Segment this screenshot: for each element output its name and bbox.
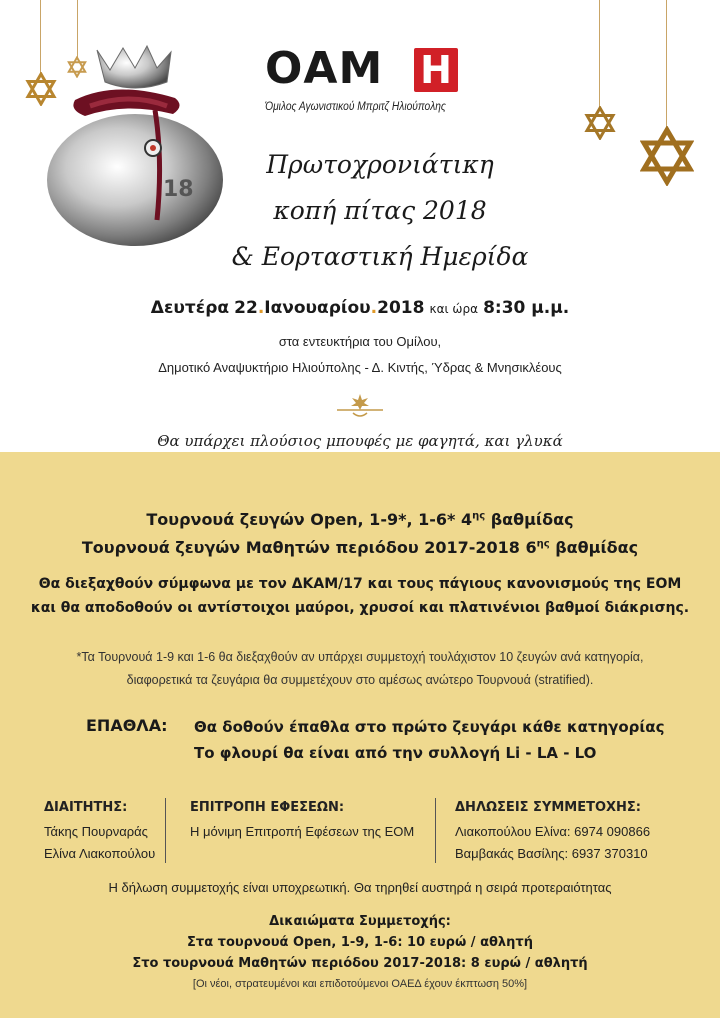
ornament-icon [335, 392, 385, 420]
date-separator: . [257, 298, 265, 318]
buffet-note: Θα υπάρχει πλούσιος μπουφές με φαγητά, και γλυκά [157, 432, 563, 450]
tournament-students-line: Τουρνουά ζευγών Μαθητών περιόδου 2017-2018 $6^{\eta\varsigma}$ βαθμίδας [81, 538, 639, 557]
venue-line-2: Δημοτικό Αναψυκτήριο Ηλιούπολης - Δ. Κιντής, Ύδρας & Μνησικλέους [158, 360, 562, 375]
registration-column [455, 800, 650, 865]
svg-text:18: 18 [163, 177, 194, 202]
rules-line-1: Θα διεξαχθούν σύμφωνα με τον ΔΚΑΜ/17 και τους πάγιους κανονισμούς της ΕΟΜ [38, 576, 682, 592]
event-time: 8:30 μ.μ. [483, 298, 570, 318]
fees-students: Στο τουρνουά Μαθητών περιόδου 2017-2018: 8 ευρώ / αθλητή [132, 956, 588, 971]
event-year: 2018 [377, 298, 425, 318]
registration-contact: Λιακοπούλου Ελίνα: 6974 090866 [455, 824, 651, 839]
prizes-label: ΕΠΑΘΛΑ: [86, 716, 168, 735]
mandatory-note: Η δήλωση συμμετοχής είναι υποχρεωτική. Θα τηρηθεί αυστηρά η σειρά προτεραιότητας [108, 880, 612, 895]
appeals-heading: ΕΠΙΤΡΟΠΗ ΕΦΕΣΕΩΝ: [190, 800, 345, 815]
star-icon [583, 106, 617, 140]
club-logo [265, 44, 475, 124]
column-divider [435, 798, 436, 863]
fees-heading: Δικαιώματα Συμμετοχής: [269, 914, 451, 929]
star-string-right-2 [666, 0, 667, 128]
star-string-right-1 [599, 0, 600, 108]
date-separator: . [370, 298, 378, 318]
time-prefix: και ώρα [429, 302, 478, 316]
title-line-3: & Εορταστική Ημερίδα [231, 242, 529, 271]
referee-column [44, 800, 155, 865]
title-line-1: Πρωτοχρονιάτικη [266, 150, 494, 179]
event-day: 22 [234, 298, 258, 318]
appeals-text: Η μόνιμη Επιτροπή Εφέσεων της ΕΟΜ [190, 824, 415, 839]
appeals-column [190, 800, 414, 843]
prizes-line-2: Το φλουρί θα είναι από την συλλογή Li - LA - LO [194, 744, 597, 762]
tournament-open-line: Τουρνουά ζευγών Open, 1-9*, 1-6* $4^{\eta\varsigma}$ βαθμίδας [146, 510, 574, 529]
registration-heading: ΔΗΛΩΣΕΙΣ ΣΥΜΜΕΤΟΧΗΣ: [455, 800, 642, 815]
star-icon [640, 126, 694, 186]
rules-line-2: και θα αποδοθούν οι αντίστοιχοι μαύροι, χρυσοί και πλατινένιοι βαθμοί διάκρισης. [30, 600, 690, 616]
venue-line-1: στα εντευκτήρια του Ομίλου, [278, 334, 442, 349]
logo-wordmark: ΟΑΜ [265, 43, 384, 94]
referee-name: Τάκης Πουρναράς [44, 824, 148, 839]
event-datetime [0, 298, 720, 318]
logo-mark: Η [414, 48, 458, 92]
stratified-note-line-2: διαφορετικά τα ζευγάρια θα συμμετέχουν στο αμέσως ανώτερο Τουρνουά (stratified). [126, 673, 594, 687]
referee-heading: ΔΙΑΙΤΗΤΗΣ: [44, 800, 128, 815]
prizes-line-1: Θα δοθούν έπαθλα στο πρώτο ζευγάρι κάθε κατηγορίας [194, 718, 665, 736]
fees-open: Στα τουρνουά Open, 1-9, 1-6: 10 ευρώ / αθλητή [187, 935, 533, 950]
event-weekday: Δευτέρα [150, 298, 230, 318]
logo-subtitle: Όμιλος Αγωνιστικού Μπριτζ Ηλιούπολης [265, 99, 446, 113]
fees-discount: [Οι νέοι, στρατευμένοι και επιδοτούμενοι ΟΑΕΔ έχουν έκπτωση 50%] [192, 978, 528, 990]
event-month: Ιανουαρίου [264, 298, 371, 318]
title-line-2: κοπή πίτας 2018 [273, 196, 487, 225]
referee-name: Ελίνα Λιακοπούλου [44, 846, 156, 861]
column-divider [165, 798, 166, 863]
stratified-note-line-1: *Τα Τουρνουά 1-9 και 1-6 θα διεξαχθούν αν υπάρχει συμμετοχή τουλάχιστον 10 ζευγών ανά κατηγορία, [76, 650, 644, 664]
registration-contact: Βαμβακάς Βασίλης: 6937 370310 [455, 846, 648, 861]
